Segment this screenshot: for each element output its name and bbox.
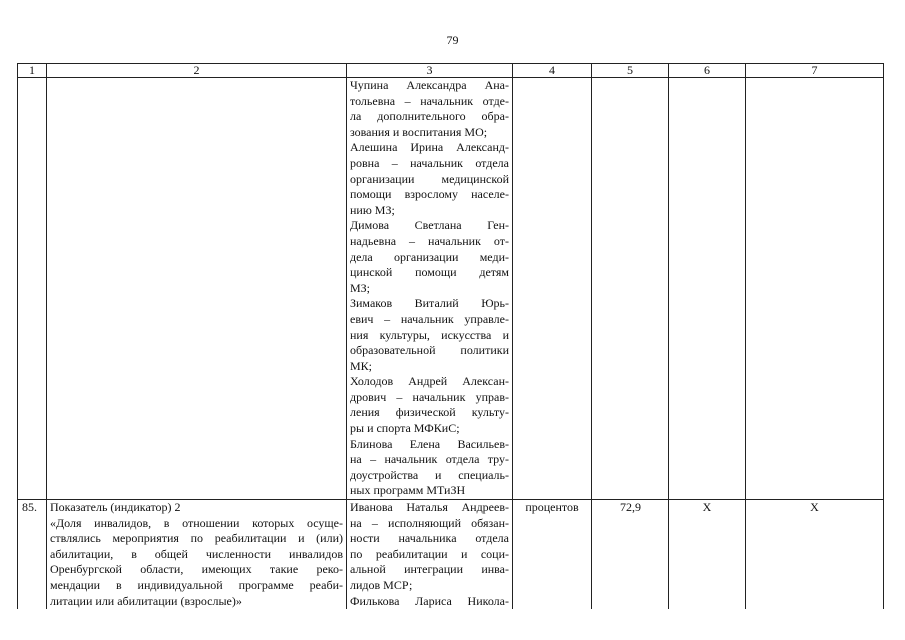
text-line: ния культуры, искусства и bbox=[350, 327, 509, 342]
text-line: Блинова Елена Васильев- bbox=[350, 436, 509, 451]
text-line: зования и воспитания МО; bbox=[350, 124, 488, 139]
text-line: ровна – начальник отдела bbox=[350, 155, 509, 170]
header-col-7: 7 bbox=[746, 64, 884, 78]
header-col-6: 6 bbox=[669, 64, 746, 78]
text-line: лидов МСР; bbox=[350, 578, 413, 592]
header-col-4: 4 bbox=[513, 64, 592, 78]
cell-value bbox=[592, 78, 669, 500]
text-line: образовательной политики bbox=[350, 343, 509, 358]
text-line: Димова Светлана Ген- bbox=[350, 218, 509, 233]
col6-mark: Х bbox=[669, 500, 746, 610]
text-line: Холодов Андрей Алексан- bbox=[350, 374, 509, 389]
text-line: Зимаков Виталий Юрь- bbox=[350, 296, 509, 311]
table-row-85 bbox=[18, 500, 884, 610]
cell-unit bbox=[513, 78, 592, 500]
col7-mark: Х bbox=[746, 500, 884, 610]
text-line: альной интеграции инва- bbox=[350, 562, 509, 577]
text-line: на – начальник отдела тру- bbox=[350, 452, 509, 467]
text-line: Алешина Ирина Александ- bbox=[350, 140, 509, 155]
text-line: мендации в индивидуальной программе реаби- bbox=[50, 578, 343, 592]
text-line: «Доля инвалидов, в отношении которых осуще- bbox=[50, 515, 343, 530]
cell-number bbox=[18, 78, 47, 500]
text-line: организации медицинской bbox=[350, 171, 509, 186]
text-line: ности начальника отдела bbox=[350, 531, 509, 546]
text-line: ствлялись мероприятия по реабилитации и (или) bbox=[50, 531, 343, 546]
text-line: по реабилитации и соци- bbox=[350, 546, 509, 561]
text-line: ных программ МТиЗН bbox=[350, 483, 466, 498]
text-line: ры и спорта МФКиС; bbox=[350, 421, 460, 436]
text-line: Показатель (индикатор) 2 bbox=[50, 500, 181, 515]
text-line: Филькова Лариса Никола- bbox=[350, 593, 509, 608]
header-col-5: 5 bbox=[592, 64, 669, 78]
document-table bbox=[17, 63, 884, 609]
row-number: 85. bbox=[18, 500, 47, 610]
header-col-2: 2 bbox=[47, 64, 347, 78]
text-line: абилитации, в общей численности инвалидов bbox=[50, 546, 343, 561]
text-line: ления физической культу- bbox=[350, 405, 509, 420]
text-line: литации или абилитации (взрослые)» bbox=[50, 593, 242, 608]
header-row bbox=[18, 64, 884, 78]
value-text: 72,9 bbox=[592, 500, 669, 610]
text-line: дрович – начальник управ- bbox=[350, 389, 509, 404]
header-col-1: 1 bbox=[18, 64, 47, 78]
text-line: доустройства и специаль- bbox=[350, 467, 509, 482]
table-row-continued bbox=[18, 78, 884, 500]
cell-responsible bbox=[347, 78, 513, 500]
text-line: цинской помощи детям bbox=[350, 265, 509, 280]
unit-text: процентов bbox=[513, 500, 592, 610]
header-col-3: 3 bbox=[347, 64, 513, 78]
text-line: МЗ; bbox=[350, 280, 371, 295]
cell-col7 bbox=[746, 78, 884, 500]
text-line: дела организации меди- bbox=[350, 249, 509, 264]
text-line: евич – начальник управле- bbox=[350, 311, 509, 326]
text-line: Иванова Наталья Андреев- bbox=[350, 500, 509, 515]
text-line: помощи взрослому населе- bbox=[350, 187, 509, 202]
text-line: нию МЗ; bbox=[350, 202, 395, 217]
text-line: ла дополнительного обра- bbox=[350, 109, 509, 124]
page-number: 79 bbox=[446, 33, 459, 47]
text-line: надьевна – начальник от- bbox=[350, 233, 509, 248]
text-line: МК; bbox=[350, 358, 373, 373]
cell-responsible bbox=[347, 500, 513, 610]
text-line: на – исполняющий обязан- bbox=[350, 515, 509, 530]
text-line: тольевна – начальник отде- bbox=[350, 93, 509, 108]
cell-indicator bbox=[47, 500, 347, 610]
text-line: Чупина Александра Ана- bbox=[350, 78, 509, 92]
cell-col6 bbox=[669, 78, 746, 500]
cell-indicator bbox=[47, 78, 347, 500]
text-line: Оренбургской области, имеющих такие реко- bbox=[50, 562, 343, 577]
